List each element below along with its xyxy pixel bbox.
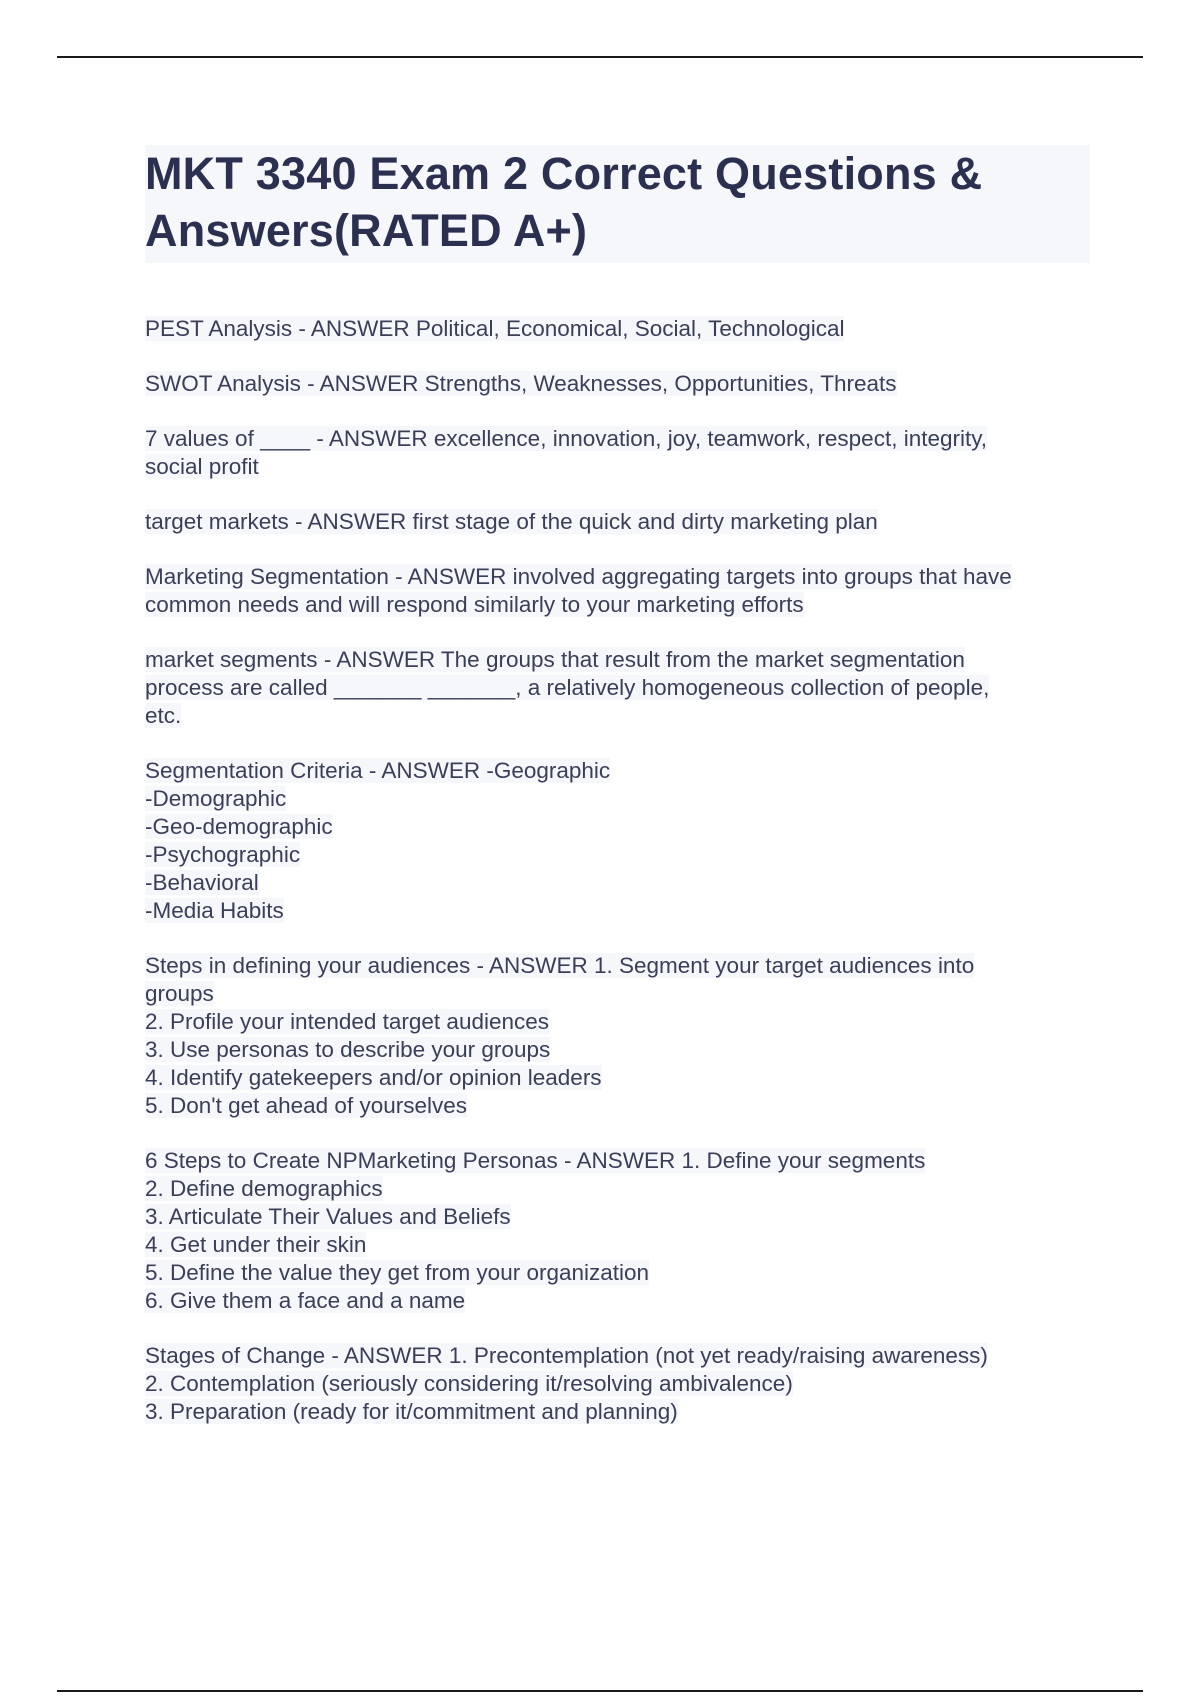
qa-text: 7 values of ____ - ANSWER excellence, innovation, joy, teamwork, respect, integrity, xyxy=(145,426,988,451)
qa-line xyxy=(145,813,1090,841)
qa-text: etc. xyxy=(145,703,182,728)
qa-item xyxy=(145,1147,1090,1315)
document-title: MKT 3340 Exam 2 Correct Questions & Answers(RATED A+) xyxy=(145,148,983,256)
qa-text: process are called _______ _______, a relatively homogeneous collection of people, xyxy=(145,675,990,700)
qa-item xyxy=(145,508,1090,536)
qa-text: Steps in defining your audiences - ANSWER 1. Segment your target audiences into xyxy=(145,953,975,978)
qa-item xyxy=(145,1342,1090,1426)
qa-line xyxy=(145,1064,1090,1092)
footer-rule xyxy=(57,1690,1143,1692)
qa-line xyxy=(145,1398,1090,1426)
qa-item xyxy=(145,370,1090,398)
qa-line xyxy=(145,1147,1090,1175)
qa-text: 2. Profile your intended target audiences xyxy=(145,1009,550,1034)
qa-line xyxy=(145,1231,1090,1259)
qa-text: 6. Give them a face and a name xyxy=(145,1288,466,1313)
qa-text: 5. Define the value they get from your organization xyxy=(145,1260,650,1285)
qa-text: social profit xyxy=(145,454,259,479)
qa-line xyxy=(145,702,1090,730)
header-rule xyxy=(57,56,1143,58)
qa-line xyxy=(145,508,1090,536)
qa-line xyxy=(145,370,1090,398)
qa-line xyxy=(145,1175,1090,1203)
qa-text: 3. Preparation (ready for it/commitment and planning) xyxy=(145,1399,678,1424)
qa-item xyxy=(145,952,1090,1120)
qa-item xyxy=(145,315,1090,343)
qa-item xyxy=(145,646,1090,730)
qa-text: -Demographic xyxy=(145,786,287,811)
qa-line xyxy=(145,1008,1090,1036)
qa-line xyxy=(145,591,1090,619)
qa-list xyxy=(145,315,1090,1426)
qa-text: market segments - ANSWER The groups that result from the market segmentation xyxy=(145,647,965,672)
qa-line xyxy=(145,757,1090,785)
qa-line xyxy=(145,453,1090,481)
qa-text: -Geo-demographic xyxy=(145,814,333,839)
qa-text: -Psychographic xyxy=(145,842,301,867)
qa-item xyxy=(145,425,1090,481)
qa-text: 2. Define demographics xyxy=(145,1176,383,1201)
qa-line xyxy=(145,1287,1090,1315)
qa-line xyxy=(145,841,1090,869)
qa-line xyxy=(145,1203,1090,1231)
qa-text: common needs and will respond similarly to your marketing efforts xyxy=(145,592,804,617)
qa-text: Segmentation Criteria - ANSWER -Geographic xyxy=(145,758,611,783)
qa-item xyxy=(145,757,1090,925)
qa-line xyxy=(145,646,1090,674)
qa-line xyxy=(145,1259,1090,1287)
qa-line xyxy=(145,674,1090,702)
qa-text: Marketing Segmentation - ANSWER involved aggregating targets into groups that have xyxy=(145,564,1012,589)
qa-line xyxy=(145,869,1090,897)
qa-text: 2. Contemplation (seriously considering it/resolving ambivalence) xyxy=(145,1371,793,1396)
qa-text: 4. Get under their skin xyxy=(145,1232,367,1257)
qa-line xyxy=(145,1342,1090,1370)
qa-line xyxy=(145,952,1090,980)
qa-text: SWOT Analysis - ANSWER Strengths, Weaknesses, Opportunities, Threats xyxy=(145,371,897,396)
qa-line xyxy=(145,785,1090,813)
qa-text: PEST Analysis - ANSWER Political, Economical, Social, Technological xyxy=(145,316,845,341)
qa-text: 4. Identify gatekeepers and/or opinion leaders xyxy=(145,1065,602,1090)
qa-text: Stages of Change - ANSWER 1. Precontemplation (not yet ready/raising awareness) xyxy=(145,1343,988,1368)
qa-text: 3. Articulate Their Values and Beliefs xyxy=(145,1204,511,1229)
qa-line xyxy=(145,1370,1090,1398)
qa-line xyxy=(145,897,1090,925)
qa-line xyxy=(145,315,1090,343)
qa-line xyxy=(145,1092,1090,1120)
qa-text: 6 Steps to Create NPMarketing Personas - ANSWER 1. Define your segments xyxy=(145,1148,926,1173)
qa-line xyxy=(145,1036,1090,1064)
qa-line xyxy=(145,980,1090,1008)
qa-line xyxy=(145,563,1090,591)
document-body xyxy=(145,145,1090,1453)
qa-text: 5. Don't get ahead of yourselves xyxy=(145,1093,467,1118)
qa-text: -Behavioral xyxy=(145,870,259,895)
qa-text: target markets - ANSWER first stage of the quick and dirty marketing plan xyxy=(145,509,878,534)
title-block xyxy=(145,145,1090,263)
qa-line xyxy=(145,425,1090,453)
qa-text: groups xyxy=(145,981,214,1006)
qa-item xyxy=(145,563,1090,619)
qa-text: -Media Habits xyxy=(145,898,284,923)
qa-text: 3. Use personas to describe your groups xyxy=(145,1037,551,1062)
